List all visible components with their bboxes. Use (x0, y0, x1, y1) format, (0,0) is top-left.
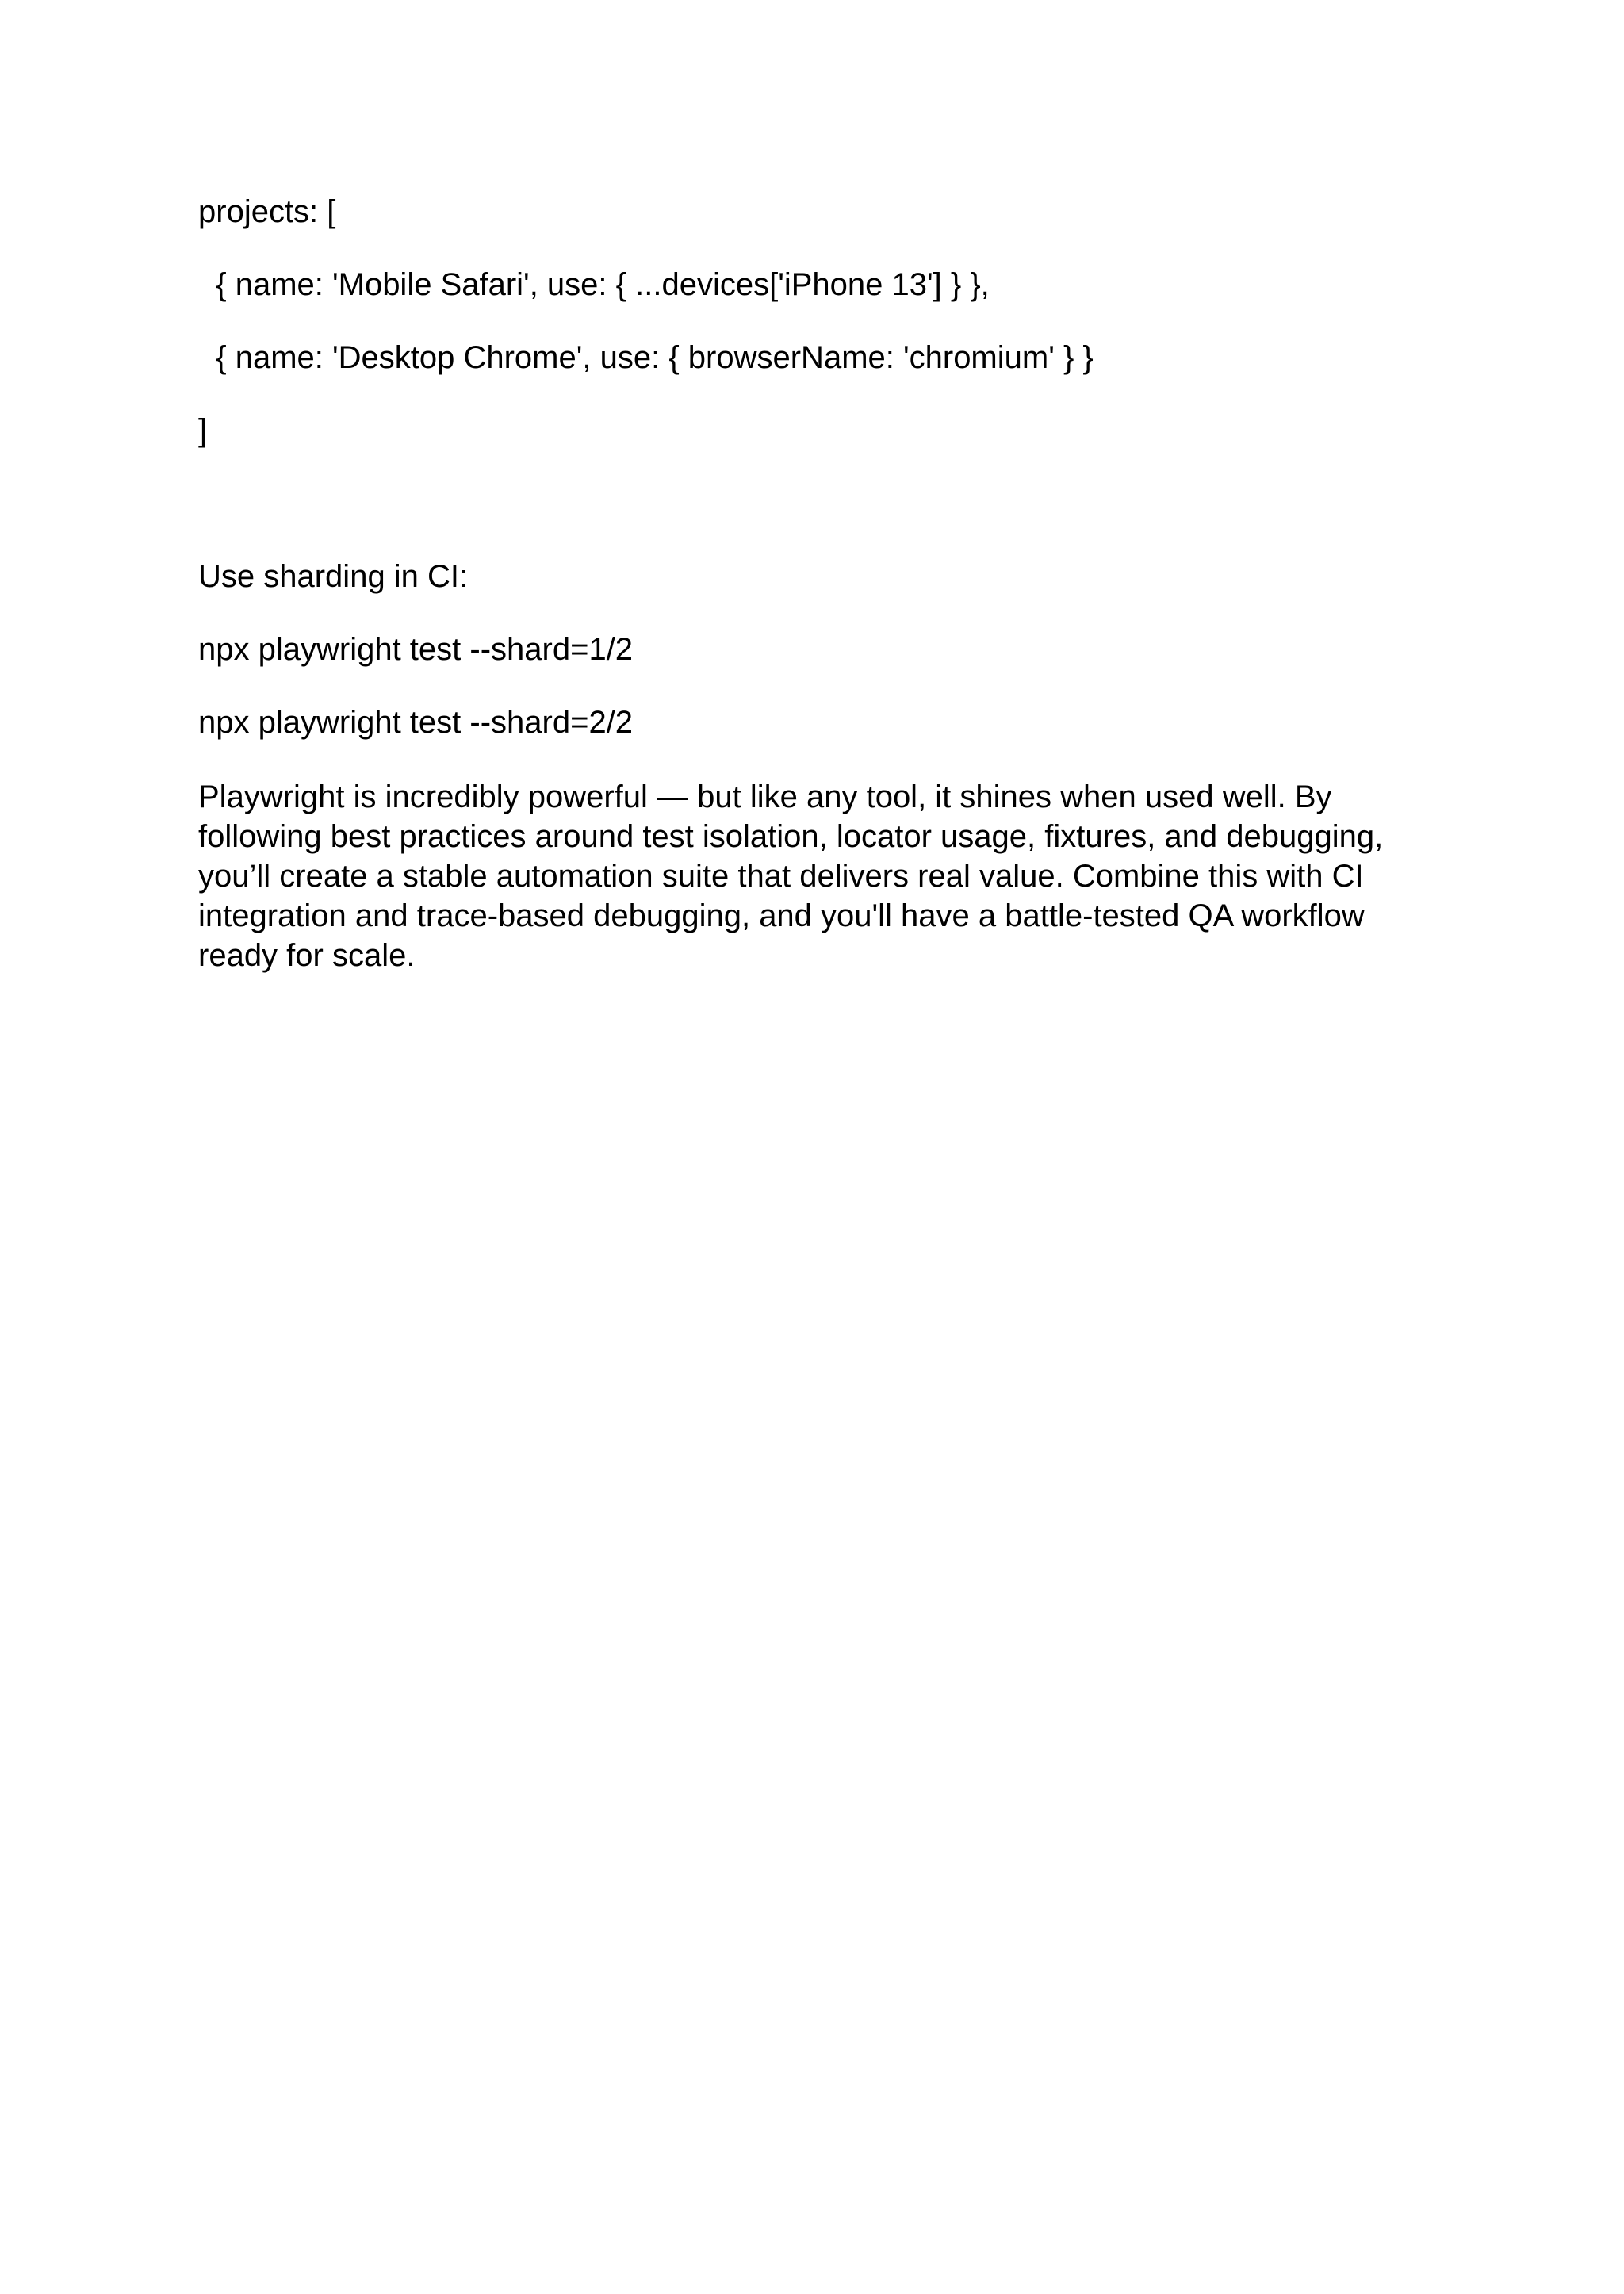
code-line-mobile-safari: { name: 'Mobile Safari', use: { ...devices['iPhone 13'] } }, (198, 267, 990, 302)
code-line-projects-close: ] (198, 413, 208, 448)
conclusion-paragraph: Playwright is incredibly powerful — but like any tool, it shines when used well. By following best practices around test isolation, locator usage, fixtures, and debugging, you’ll create a stable automation suite that delivers real value. Combine this with CI integration and trace-based debugging, and you'll have a battle-tested QA workflow ready for scale. (198, 779, 1384, 973)
code-line-projects-open: projects: [ (198, 194, 336, 229)
shard-command-1: npx playwright test --shard=1/2 (198, 632, 634, 667)
code-line-desktop-chrome: { name: 'Desktop Chrome', use: { browserName: 'chromium' } } (198, 340, 1094, 375)
sharding-heading: Use sharding in CI: (198, 559, 469, 594)
shard-command-2: npx playwright test --shard=2/2 (198, 705, 634, 740)
document-content (198, 193, 1435, 975)
